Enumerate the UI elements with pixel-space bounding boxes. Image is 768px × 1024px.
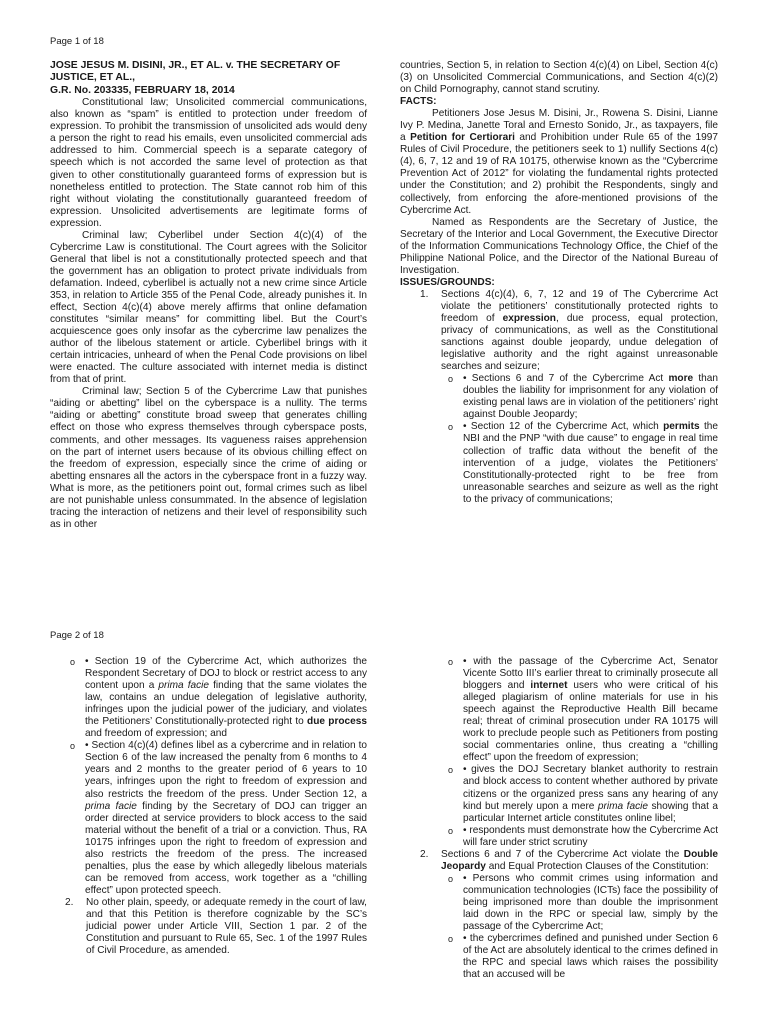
- left-column: [50, 60, 367, 531]
- bullet-item: o • with the passage of the Cybercrime Act, Senator Vicente Sotto III’s earlier threat to criminally prosecute all bloggers and internet users who were critical of his alleged plagiarism of online materials for use in his speech against the Reproductive Health Bill became real; threat of criminal prosecution under RA 10175 will work to preclude people such as Petitioners from posting social commentaries online, thus creating a “chilling effect” upon the freedom of expression;: [448, 656, 719, 764]
- bullet-icon: o: [448, 934, 454, 945]
- page-number: Page 1 of 18: [50, 36, 104, 47]
- bullet-icon: o: [448, 374, 454, 385]
- document-page-2: [0, 606, 768, 1024]
- right-column: [400, 656, 718, 981]
- syllabus-paragraph: Criminal law; Cyberlibel under Section 4(c)(4) of the Cybercrime Law is constitutional. The Court agrees with the Solicitor General that libel is not a constitutionally protected speech and that the government has an obligation to protect private individuals from defamation. Indeed, cyberlibel is actually not a new crime since Article 353, in relation to Article 355 of the Penal Code, already punishes it. In effect, Section 4(c)(4) above merely affirms that online defamation constitutes “similar means” for committing libel. But the Court’s acquiescence goes only insofar as the cybercrime law penalizes the author of the libelous statement or article. Cyberlibel brings with it certain intricacies, unheard of when the Penal Code provisions on libel were enacted. The culture associated with internet media is distinct from that of print.: [50, 229, 367, 386]
- bullet-item: o • gives the DOJ Secretary blanket authority to restrain and block access to content whether authored by private citizens or the organized press sans any hearing of any kind but merely upon a mere prima facie showing that a particular Internet article constitutes online libel;: [448, 764, 718, 824]
- bullet-item: o • Section 19 of the Cybercrime Act, which authorizes the Respondent Secretary of DOJ to block or restrict access to any content upon a prima facie finding that the same violates the law, contains an undue delegation of legislative authority, infringes upon the judicial power of the judiciary, and violates the Petitioners’ Constitutionally-protected right to due process and freedom of expression; and: [70, 656, 368, 740]
- list-number: 1.: [420, 288, 429, 300]
- bullet-icon: o: [448, 873, 454, 884]
- bullet-item: o • Persons who commit crimes using information and communication technologies (ICTs) face the possibility of being imprisoned more than double the imprisonment laid down in the RPC or special law, simply by the passage of the Cybercrime Act;: [448, 872, 718, 933]
- bullet-item: o • respondents must demonstrate how the Cybercrime Act will fare under strict scrutiny: [448, 824, 718, 848]
- issue-item: 1. Sections 4(c)(4), 6, 7, 12 and 19 of The Cybercrime Act violate the petitioners’ constitutionally protected rights to freedom of expression, due process, equal protection, privacy of communications, as well as the Constitutional sanctions against double jeopardy, undue delegation of legislative authority and the right against unreasonable searches and seizure;: [420, 288, 718, 373]
- issues-heading: ISSUES/GROUNDS:: [400, 276, 495, 288]
- case-title-parties: JOSE JESUS M. DISINI, JR., ET AL. v. THE SECRETARY OF JUSTICE, ET AL.,: [50, 60, 341, 84]
- facts-paragraph: Named as Respondents are the Secretary of Justice, the Secretary of the Interior and Local Government, the Executive Director of the Information Communications Technology Office, the Chief of the Philippine National Police, and the Director of the National Bureau of Investigation.: [400, 216, 718, 276]
- bullet-icon: o: [448, 657, 454, 667]
- list-number: 2.: [65, 896, 74, 908]
- list-number: 2.: [420, 848, 429, 860]
- case-docket: G.R. No. 203335, FEBRUARY 18, 2014: [50, 84, 235, 96]
- syllabus-paragraph: Criminal law; Section 5 of the Cybercrime Law that punishes “aiding or abetting” libel on the cyberspace is a nullity. The terms “aiding or abetting” constitute broad sweep that generates chilling effect on those who express themselves through cyberspace posts, comments, and other messages. Its vagueness raises apprehension on the part of internet users because of its obvious chilling effect on the freedom of expression, especially since the crime of aiding or abetting ensnares all the actors in the cyberspace front in a fuzzy way. What is more, as the petitioners point out, formal crimes such as libel are not punishable unless consummated. In the absence of legislation tracing the interaction of netizens and their level of responsibility such as in other: [50, 386, 367, 530]
- bullet-item: o • Sections 6 and 7 of the Cybercrime Act more than doubles the liability for imprisonment for any violation of existing penal laws are in violation of the petitioners’ right against Double Jeopardy;: [448, 373, 718, 421]
- bullet-icon: o: [448, 825, 454, 836]
- bullet-item: o • Section 4(c)(4) defines libel as a cybercrime and in relation to Section 6 of the law increased the penalty from 6 months to 4 years and 2 months to the greater period of 6 years to 10 years, infringes upon the right to freedom of expression and also restricts the freedom of the press. Under Section 12, a prima facie finding by the Secretary of DOJ can trigger an order directed at service providers to block access to the said material without the benefit of a trial or a conviction. Thus, RA 10175 infringes upon the right to freedom of expression and also restricts the freedom of the press. The increased penalties, plus the ease by which allegedly libelous materials can be removed from access, work together as a “chilling effect” upon protected speech.: [70, 740, 367, 896]
- facts-paragraph: Petitioners Jose Jesus M. Disini, Jr., Rowena S. Disini, Lianne Ivy P. Medina, Janette Toral and Ernesto Sonido, Jr., as taxpayers, file a Petition for Certiorari and Prohibition under Rule 65 of the 1997 Rules of Civil Procedure, the petitioners seek to 1) nullify Sections 4(c)(4), 6, 7, 12 and 19 of RA 10175, otherwise known as the “Cybercrime Prevention Act of 2012” for violating the fundamental rights protected under the Constitution; and 2) prohibit the Respondents, singly and collectively, from enforcing the afore-mentioned provisions of the Cybercrime Act.: [400, 108, 718, 216]
- bullet-item: o • the cybercrimes defined and punished under Section 6 of the Act are absolutely identical to the crimes defined in the RPC and special laws which raises the possibility that an accused will be: [448, 933, 718, 981]
- bullet-icon: o: [70, 657, 76, 667]
- bullet-icon: o: [70, 741, 76, 752]
- case-title: [50, 60, 367, 97]
- page-number: Page 2 of 18: [50, 630, 104, 641]
- left-column: [65, 656, 367, 957]
- facts-heading: FACTS:: [400, 96, 437, 108]
- continued-paragraph: countries, Section 5, in relation to Section 4(c)(4) on Libel, Section 4(c)(3) on Unsolicited Commercial Communications, and Section 4(c)(2) on Child Pornography, cannot stand scrutiny.: [400, 60, 718, 96]
- bullet-icon: o: [448, 765, 454, 776]
- syllabus-paragraph: Constitutional law; Unsolicited commercial communications, also known as “spam” is entitled to protection under freedom of expression. To prohibit the transmission of unsolicited ads would deny a person the right to read his emails, even unsolicited commercial ads addressed to him. Commercial speech is a separate category of speech which is not accorded the same level of protection as that given to other constitutionally guaranteed forms of expression but is nonetheless entitled to protection. The State cannot rob him of this right without violating the constitutionally guaranteed freedom of expression. Unsolicited advertisements are legitimate forms of expression.: [50, 97, 367, 229]
- bullet-icon: o: [448, 422, 454, 433]
- right-column: [400, 60, 718, 506]
- ground-item: 2. No other plain, speedy, or adequate remedy in the court of law, and that this Petition is therefore cognizable by the SC’s judicial power under Article VIII, Section 1 par. 2 of the Constitution and pursuant to Rule 65, Sec. 1 of the 1997 Rules of Civil Procedure, as amended.: [65, 896, 367, 957]
- bullet-item: o • Section 12 of the Cybercrime Act, which permits the NBI and the PNP “with due cause” to engage in real time collection of traffic data without the benefit of the intervention of a judge, violates the Petitioners’ Constitutionally-protected right to be free from unreasonable searches and seizure as well as the right to the privacy of communications;: [448, 421, 718, 505]
- ground-item: 2. Sections 6 and 7 of the Cybercrime Act violate the Double Jeopardy and Equal Protection Clauses of the Constitution:: [420, 848, 718, 872]
